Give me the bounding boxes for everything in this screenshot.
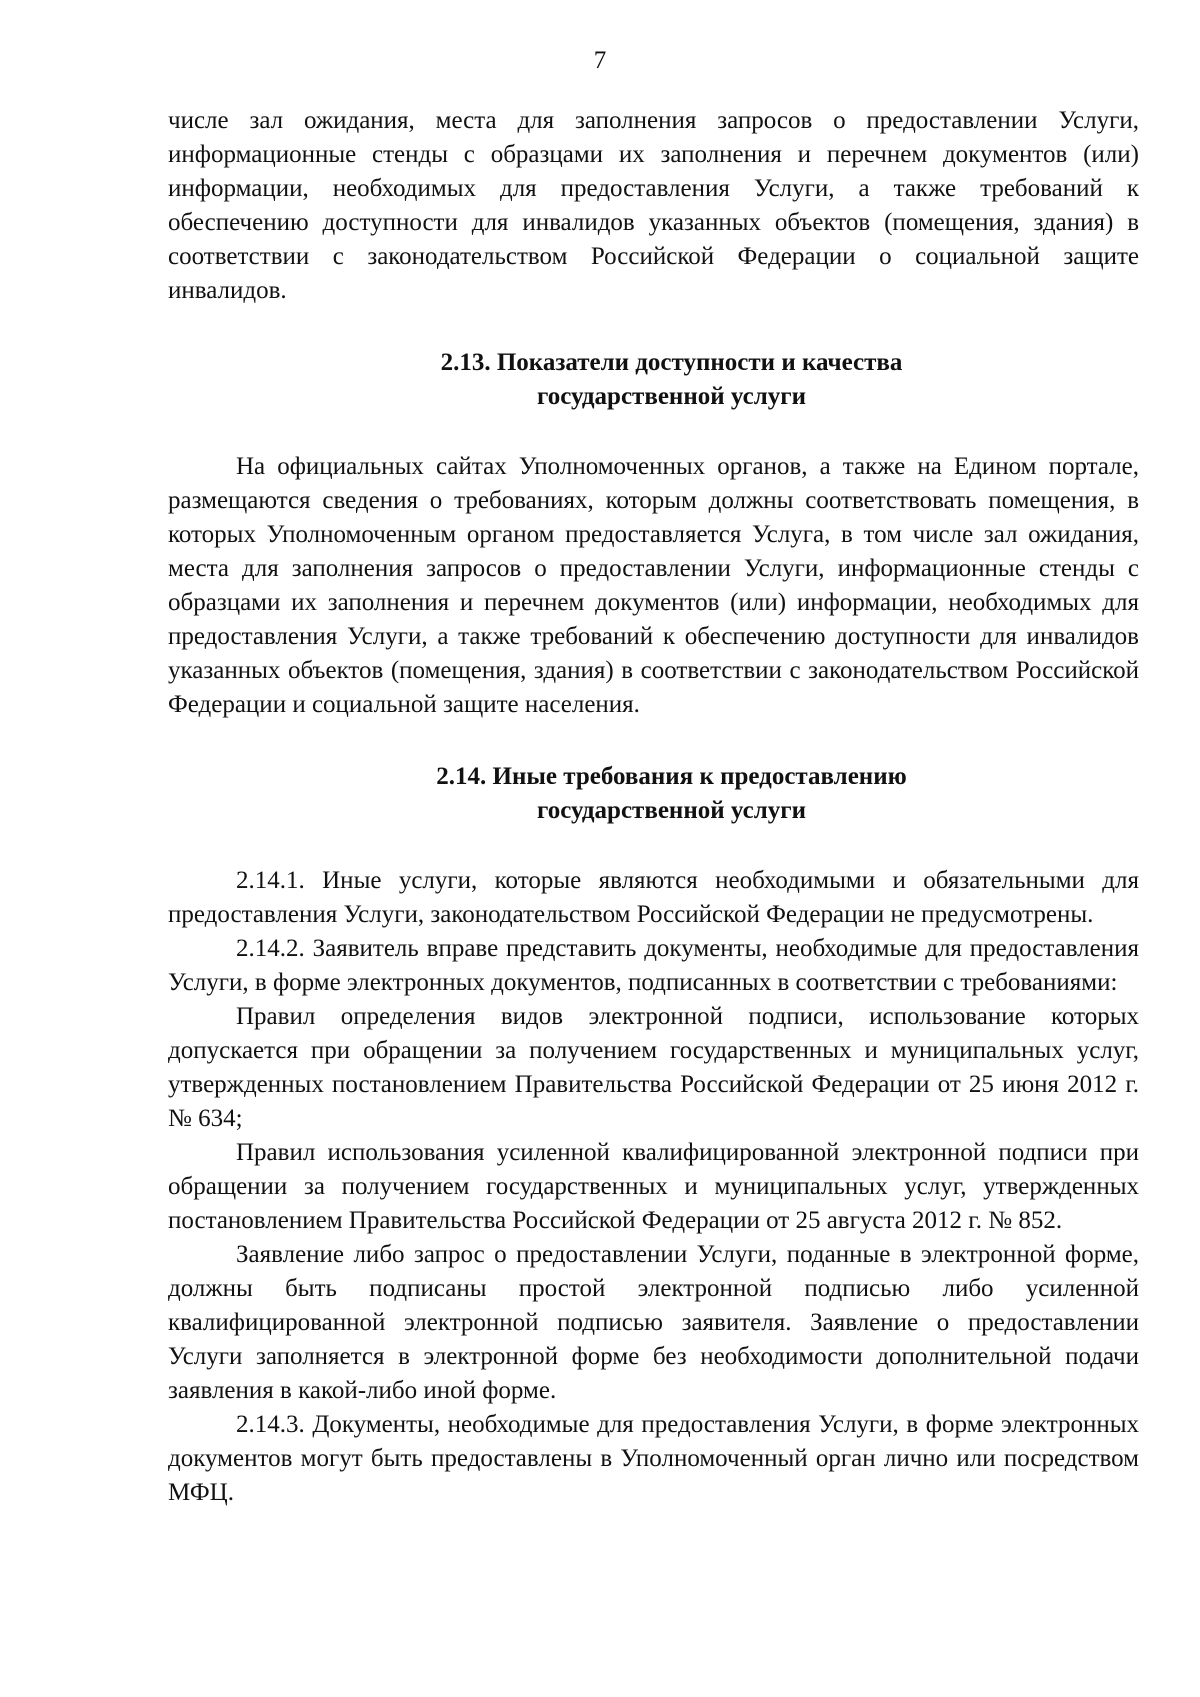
paragraph-2-14-1: 2.14.1. Иные услуги, которые являются необходимыми и обязательными для предоставления Услуги, законодательством Российской Федерации не предусмотрены.	[168, 867, 1139, 928]
paragraph-rules-852: Правил использования усиленной квалифицированной электронной подписи при обращении за получением государственных и муниципальных услуг, утвержденных постановлением Правительства Российской Федерации от 25 августа 2012 г. № 852.	[168, 1139, 1139, 1234]
paragraph: На официальных сайтах Уполномоченных органов, а также на Едином портале, размещаются сведения о требованиях, которым должны соответствовать помещения, в которых Уполномоченным органом предоставляется Услуга, в том числе зал ожидания, места для заполнения запросов о предоставлении Услуги, информационные стенды с образцами их заполнения и перечнем документов (или) информации, необходимых для предоставления Услуги, а также требований к обеспечению доступности для инвалидов указанных объектов (помещения, здания) в соответствии с законодательством Российской Федерации и социальной защите населения.	[168, 453, 1139, 718]
section-heading-line: государственной услуги	[536, 383, 807, 410]
section-heading-line: 2.14. Иные требования к предоставлению	[436, 763, 907, 790]
paragraph-rules-634: Правил определения видов электронной подписи, использование которых допускается при обращении за получением государственных и муниципальных услуг, утвержденных постановлением Правительства Российской Федерации от 25 июня 2012 г. № 634;	[168, 1003, 1139, 1132]
section-heading-2-13	[168, 346, 1139, 414]
section-heading-2-14	[168, 760, 1139, 828]
section-heading-line: 2.13. Показатели доступности и качества	[440, 349, 903, 376]
document-body	[168, 104, 1139, 1510]
paragraph-2-14-3: 2.14.3. Документы, необходимые для предоставления Услуги, в форме электронных документов могут быть предоставлены в Уполномоченный орган лично или посредством МФЦ.	[168, 1411, 1139, 1506]
section-heading-line: государственной услуги	[536, 797, 807, 824]
paragraph-continuation: числе зал ожидания, места для заполнения запросов о предоставлении Услуги, информационные стенды с образцами их заполнения и перечнем документов (или) информации, необходимых для предоставления Услуги, а также требований к обеспечению доступности для инвалидов указанных объектов (помещения, здания) в соответствии с законодательством Российской Федерации о социальной защите инвалидов.	[168, 107, 1139, 304]
paragraph-application: Заявление либо запрос о предоставлении Услуги, поданные в электронной форме, должны быть подписаны простой электронной подписью либо усиленной квалифицированной электронной подписью заявителя. Заявление о предоставлении Услуги заполняется в электронной форме без необходимости дополнительной подачи заявления в какой-либо иной форме.	[168, 1241, 1139, 1404]
page-number: 7	[593, 47, 607, 74]
paragraph-2-14-2: 2.14.2. Заявитель вправе представить документы, необходимые для предоставления Услуги, в форме электронных документов, подписанных в соответствии с требованиями:	[168, 935, 1139, 996]
